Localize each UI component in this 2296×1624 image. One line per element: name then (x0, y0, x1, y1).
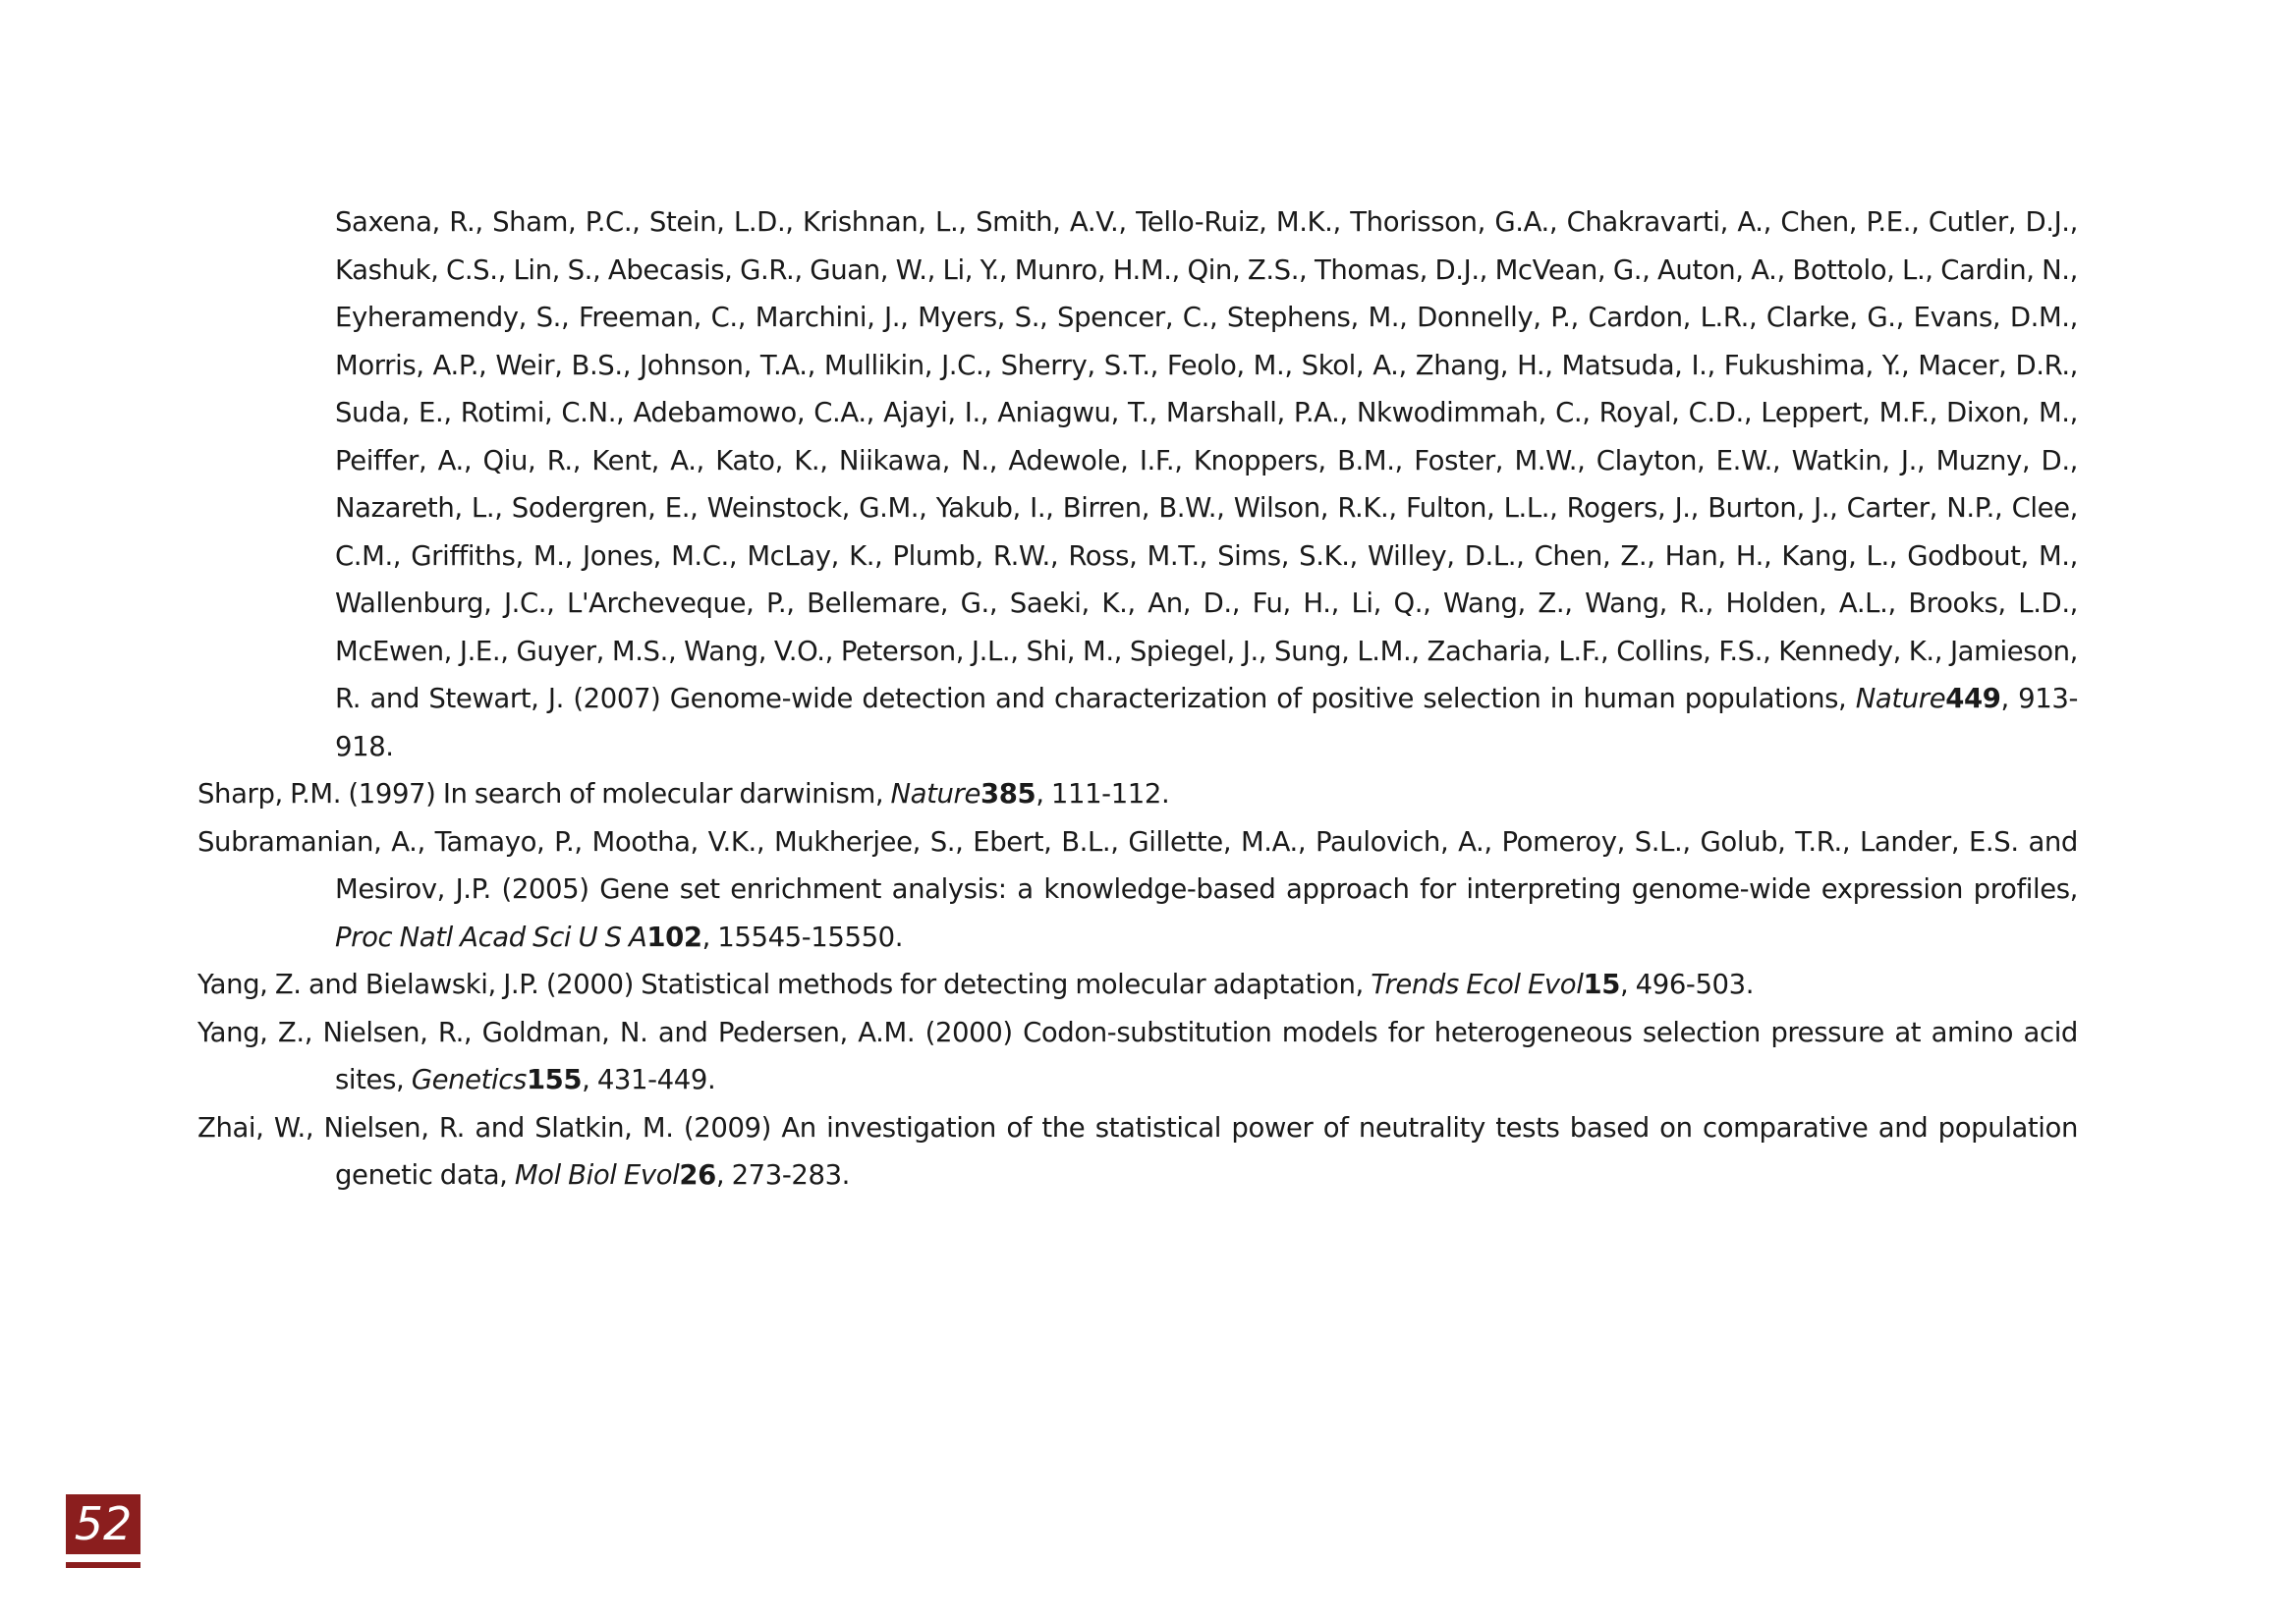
reference-journal: Genetics (411, 1064, 527, 1095)
page-number: 52 (66, 1494, 140, 1554)
reference-journal: Trends Ecol Evol (1371, 969, 1584, 1000)
reference-pages: , 431-449. (582, 1064, 716, 1095)
page-number-underline (66, 1562, 140, 1568)
reference-pages: , 273-283. (715, 1159, 851, 1191)
reference-entry (197, 961, 2078, 1009)
reference-volume: 155 (526, 1064, 583, 1095)
reference-text: Sharp, P.M. (1997) In search of molecular darwinism, (197, 778, 891, 810)
reference-pages: , 111-112. (1036, 778, 1170, 810)
reference-journal: Mol Biol Evol (514, 1159, 680, 1191)
reference-list (197, 198, 2078, 1200)
reference-text: Yang, Z. and Bielawski, J.P. (2000) Statistical methods for detecting molecular adaptation, (197, 969, 1372, 1000)
reference-journal: Nature (1855, 683, 1946, 714)
reference-pages: , 913-918. (335, 683, 2078, 762)
reference-pages: , 496-503. (1619, 969, 1755, 1000)
reference-entry (197, 818, 2078, 962)
reference-text: Yang, Z., Nielsen, R., Goldman, N. and Pedersen, A.M. (2000) Codon-substitution models for heterogeneous selection pressure at amino acid sites, (197, 1016, 2078, 1095)
reference-entry (197, 198, 2078, 770)
reference-volume: 449 (1945, 683, 2001, 714)
reference-journal: Nature (890, 778, 980, 810)
reference-pages: , 15545-15550. (701, 921, 904, 953)
reference-text: Saxena, R., Sham, P.C., Stein, L.D., Krishnan, L., Smith, A.V., Tello-Ruiz, M.K., Thorisson, G.A., Chakravarti, A., Chen, P.E., Cutler, D.J., Kashuk, C.S., Lin, S., Abecasis, G.R., Guan, W., Li, Y., Munro, H.M., Qin, Z.S., Thomas, D.J., McVean, G., Auton, A., Bottolo, L., Cardin, N., Eyheramendy, S., Freeman, C., Marchini, J., Myers, S., Spencer, C., Stephens, M., Donnelly, P., Cardon, L.R., Clarke, G., Evans, D.M., Morris, A.P., Weir, B.S., Johnson, T.A., Mullikin, J.C., Sherry, S.T., Feolo, M., Skol, A., Zhang, H., Matsuda, I., Fukushima, Y., Macer, D.R., Suda, E., Rotimi, C.N., Adebamowo, C.A., Ajayi, I., Aniagwu, T., Marshall, P.A., Nkwodimmah, C., Royal, C.D., Leppert, M.F., Dixon, M., Peiffer, A., Qiu, R., Kent, A., Kato, K., Niikawa, N., Adewole, I.F., Knoppers, B.M., Foster, M.W., Clayton, E.W., Watkin, J., Muzny, D., Nazareth, L., Sodergren, E., Weinstock, G.M., Yakub, I., Birren, B.W., Wilson, R.K., Fulton, L.L., Rogers, J., Burton, J., Carter, N.P., Clee, C.M., Griffiths, M., Jones, M.C., McLay, K., Plumb, R.W., Ross, M.T., Sims, S.K., Willey, D.L., Chen, Z., Han, H., Kang, L., Godbout, M., Wallenburg, J.C., L'Archeveque, P., Bellemare, G., Saeki, K., An, D., Fu, H., Li, Q., Wang, Z., Wang, R., Holden, A.L., Brooks, L.D., McEwen, J.E., Guyer, M.S., Wang, V.O., Peterson, J.L., Shi, M., Spiegel, J., Sung, L.M., Zacharia, L.F., Collins, F.S., Kennedy, K., Jamieson, R. and Stewart, J. (2007) Genome-wide detection and characterization of positive selection in human populations, (335, 206, 2078, 714)
reference-volume: 15 (1583, 969, 1620, 1000)
reference-entry (197, 770, 2078, 818)
reference-entry (197, 1009, 2078, 1104)
reference-journal: Proc Natl Acad Sci U S A (335, 921, 647, 953)
reference-entry (197, 1104, 2078, 1200)
reference-text: Subramanian, A., Tamayo, P., Mootha, V.K., Mukherjee, S., Ebert, B.L., Gillette, M.A., Paulovich, A., Pomeroy, S.L., Golub, T.R., Lander, E.S. and Mesirov, J.P. (2005) Gene set enrichment analysis: a knowledge-based approach for interpreting genome-wide expression profiles, (197, 825, 2078, 905)
reference-volume: 26 (679, 1159, 716, 1191)
reference-text: Zhai, W., Nielsen, R. and Slatkin, M. (2009) An investigation of the statistical power of neutrality tests based on comparative and population genetic data, (197, 1111, 2078, 1191)
reference-volume: 102 (646, 921, 702, 953)
reference-volume: 385 (980, 778, 1036, 810)
